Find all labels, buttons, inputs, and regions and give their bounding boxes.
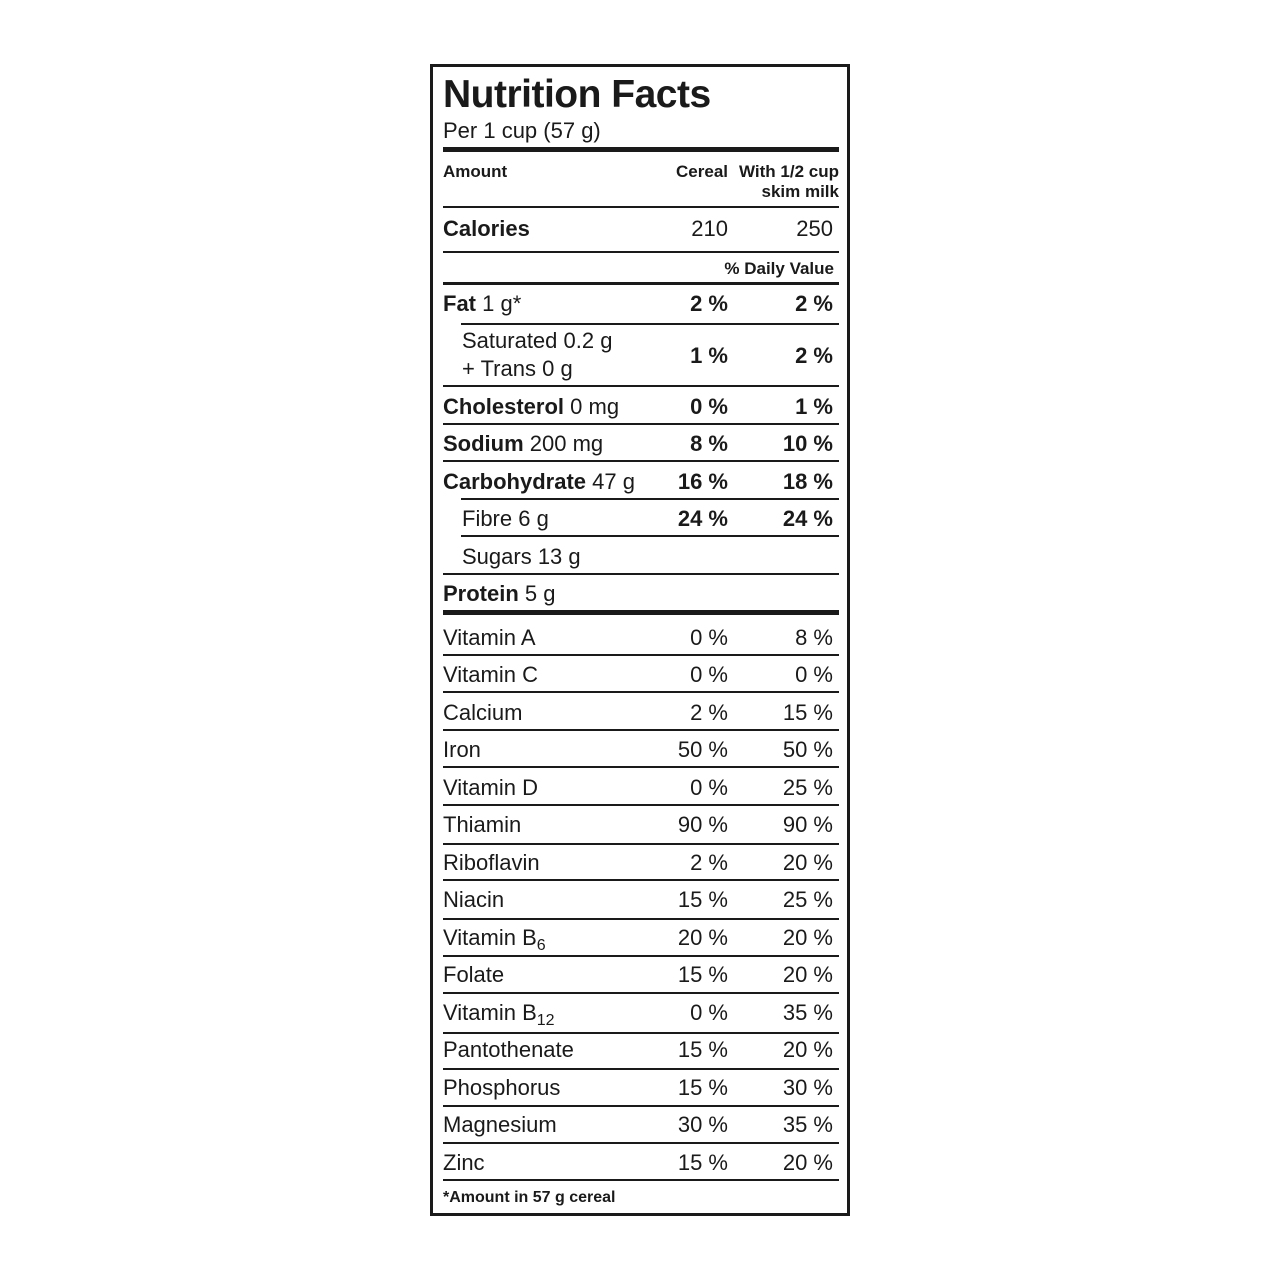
divider bbox=[443, 282, 839, 285]
nutrient-name: Cholesterol 0 mg bbox=[443, 394, 620, 419]
nutrient-name-line2: + Trans 0 g bbox=[462, 356, 573, 381]
divider bbox=[443, 573, 839, 575]
nutrient-name: Fat 1 g* bbox=[443, 291, 522, 316]
divider bbox=[461, 323, 839, 325]
daily-value-header: % Daily Value bbox=[724, 259, 834, 278]
nutrient-cereal-dv: 8 % bbox=[690, 431, 728, 456]
divider bbox=[443, 423, 839, 425]
nutrient-name: Protein 5 g bbox=[443, 581, 556, 606]
calories-label: Calories bbox=[443, 216, 530, 241]
thick-divider bbox=[443, 147, 839, 152]
serving-size: Per 1 cup (57 g) bbox=[443, 118, 601, 143]
nutrient-name: Sugars 13 g bbox=[462, 544, 581, 569]
milk-column-header: With 1/2 cup skim milk bbox=[739, 162, 839, 202]
nutrition-facts-label: Nutrition Facts Per 1 cup (57 g) Amount Cereal With 1/2 cup skim milk Calories 210 250 % Daily Value Fat 1 g* 2 % 2 % Saturated 0.2 g + Trans 0 g 1 % 2 % Cholesterol 0 mg 0 % 1 % Sodium 200 mg 8 % 10 % Carbohydrate 47 g 16 % 18 % Fibre 6 g 24 % 24 % Sugars 13 g Protein 5 g Vitamin A 0 % 8 % Vitamin C 0 % 0 % Calcium 2 % 15 % Iron 50 % 50 % Vitamin D 0 % 25 % Thiamin 90 % 90 % Riboflavin 2 % 20 % Niacin 15 % 25 % Vitamin $B_6$ 20 % 20 % Folate 15 % 20 % Vitamin $B_{12}$ 0 % 35 % Pantothenate 15 % 20 % Phosphorus 15 % 30 % Magnesium 30 % 35 % Zinc 15 % 20 % *Amount in 57 g cereal bbox=[430, 64, 850, 1216]
nutrient-milk-dv: 18 % bbox=[782, 469, 833, 494]
divider bbox=[443, 843, 839, 845]
divider bbox=[443, 766, 839, 768]
divider bbox=[443, 460, 839, 462]
divider bbox=[443, 992, 839, 994]
nutrient-name: Saturated 0.2 g bbox=[462, 328, 613, 353]
nutrient-cereal-dv: 1 % bbox=[690, 343, 728, 368]
divider bbox=[443, 251, 839, 253]
divider bbox=[443, 385, 839, 387]
nutrient-milk-dv: 2 % bbox=[795, 343, 833, 368]
divider bbox=[443, 691, 839, 693]
nutrient-cereal-dv: 16 % bbox=[677, 469, 728, 494]
nutrient-row-saturated-trans bbox=[443, 330, 839, 386]
nutrient-name: Fibre 6 g bbox=[462, 506, 549, 531]
nutrient-cereal-dv: 24 % bbox=[677, 506, 728, 531]
nutrient-cereal-dv: 0 % bbox=[690, 394, 728, 419]
divider bbox=[443, 1032, 839, 1034]
footnote: *Amount in 57 g cereal bbox=[443, 1189, 616, 1206]
amount-header: Amount bbox=[443, 162, 508, 181]
nutrient-cereal-dv: 2 % bbox=[690, 291, 728, 316]
nutrient-milk-dv: 2 % bbox=[795, 291, 833, 316]
nutrient-milk-dv: 1 % bbox=[795, 394, 833, 419]
cereal-column-header: Cereal bbox=[676, 162, 728, 181]
divider bbox=[443, 879, 839, 881]
calories-cereal: 210 bbox=[691, 216, 728, 241]
divider bbox=[443, 1105, 839, 1107]
label-title: Nutrition Facts bbox=[443, 73, 711, 116]
divider bbox=[461, 535, 839, 537]
divider bbox=[443, 654, 839, 656]
nutrient-name: Sodium 200 mg bbox=[443, 431, 604, 456]
nutrient-milk-dv: 24 % bbox=[782, 506, 833, 531]
divider bbox=[443, 804, 839, 806]
divider bbox=[443, 1142, 839, 1144]
thick-divider bbox=[443, 610, 839, 615]
divider bbox=[443, 955, 839, 957]
divider bbox=[443, 206, 839, 208]
nutrient-name: Carbohydrate 47 g bbox=[443, 469, 635, 494]
divider bbox=[443, 1179, 839, 1181]
divider bbox=[443, 918, 839, 920]
divider bbox=[443, 729, 839, 731]
divider bbox=[461, 498, 839, 500]
calories-milk: 250 bbox=[796, 216, 833, 241]
nutrient-milk-dv: 10 % bbox=[782, 431, 833, 456]
divider bbox=[443, 1068, 839, 1070]
